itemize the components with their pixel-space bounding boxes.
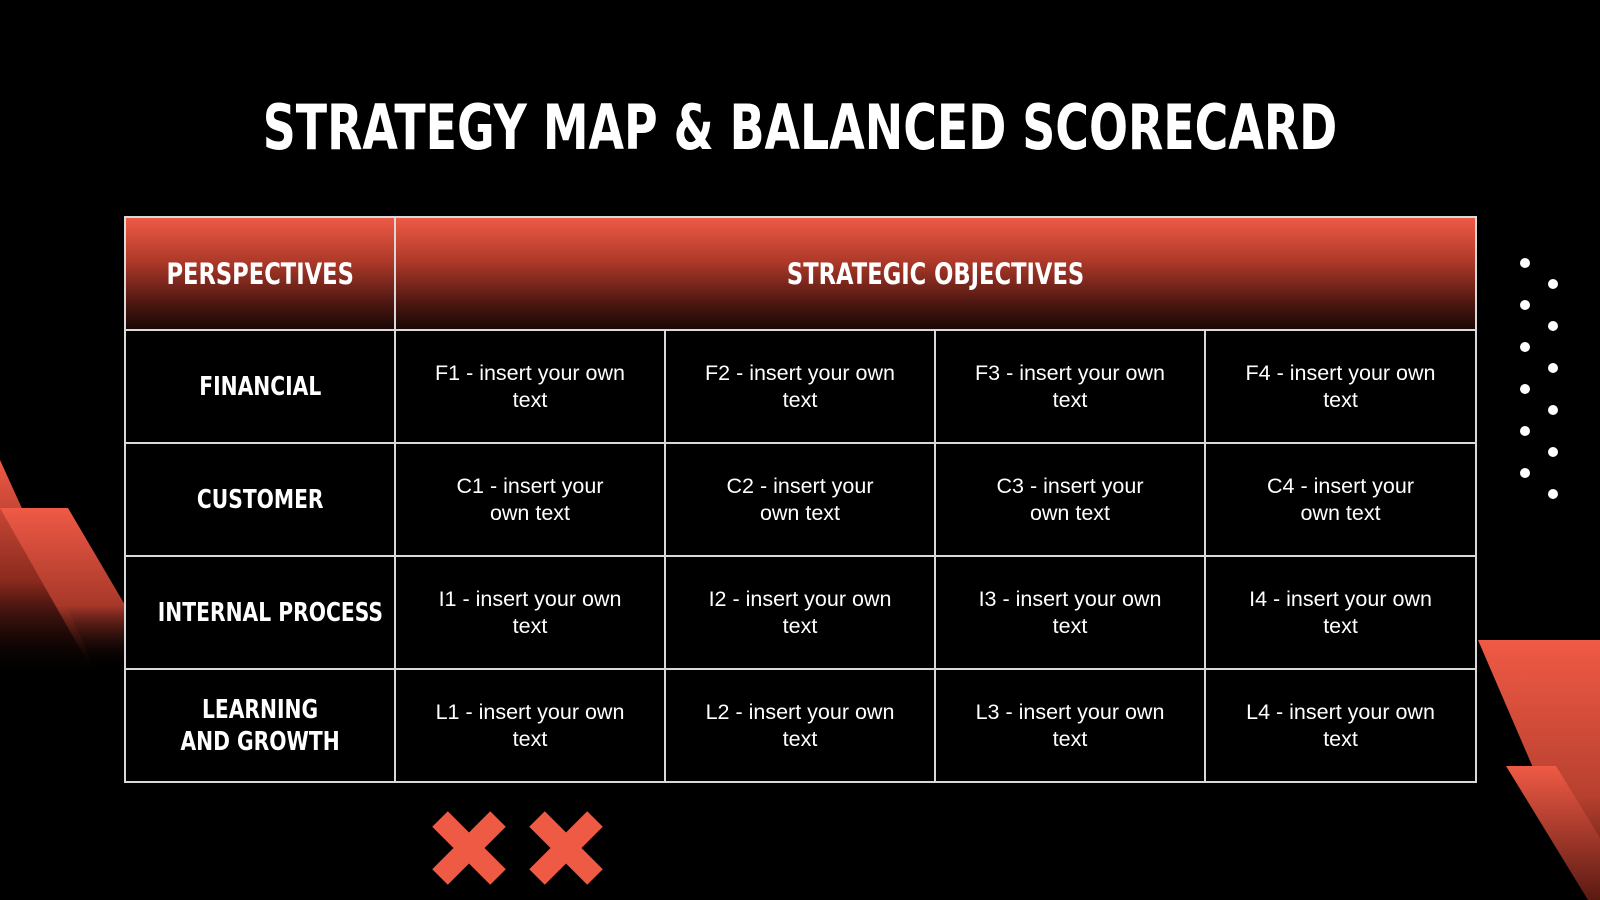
table-header-row xyxy=(125,217,1476,330)
objective-text: L2 - insert your own text xyxy=(705,699,895,751)
objective-cell xyxy=(1205,443,1476,556)
objective-text: I3 - insert your own text xyxy=(978,586,1162,638)
perspective-label-line1: LEARNING xyxy=(201,694,319,725)
objective-cell xyxy=(1205,330,1476,443)
perspective-label xyxy=(180,694,339,758)
objective-text: C3 - insert your own text xyxy=(996,473,1144,525)
objectives-header xyxy=(395,217,1476,330)
objective-cell xyxy=(935,443,1205,556)
objective-cell xyxy=(395,330,665,443)
dots-decoration xyxy=(1520,258,1570,508)
perspectives-header xyxy=(125,217,395,330)
objective-text: F3 - insert your own text xyxy=(975,360,1165,412)
objective-cell xyxy=(1205,669,1476,782)
objective-cell xyxy=(665,330,935,443)
objective-text: I1 - insert your own text xyxy=(438,586,622,638)
objective-cell xyxy=(935,669,1205,782)
objective-cell xyxy=(665,669,935,782)
perspective-label: FINANCIAL xyxy=(198,371,322,402)
left-slash-decoration xyxy=(0,460,130,680)
table-row xyxy=(125,330,1476,443)
table-row xyxy=(125,443,1476,556)
objective-cell xyxy=(395,669,665,782)
objective-text: C2 - insert your own text xyxy=(726,473,874,525)
objective-text: F1 - insert your own text xyxy=(435,360,625,412)
table-row xyxy=(125,669,1476,782)
perspective-cell xyxy=(125,443,395,556)
perspective-label-line2: AND GROWTH xyxy=(180,726,340,757)
objective-text: F4 - insert your own text xyxy=(1245,360,1436,412)
x-mark-icon xyxy=(436,815,502,881)
objective-text: F2 - insert your own text xyxy=(705,360,895,412)
perspective-cell xyxy=(125,556,395,669)
objective-cell xyxy=(395,556,665,669)
x-mark-icon xyxy=(533,815,599,881)
objective-cell xyxy=(665,443,935,556)
perspective-cell xyxy=(125,330,395,443)
perspectives-header-label: PERSPECTIVES xyxy=(166,256,354,291)
slide-title: STRATEGY MAP & BALANCED SCORECARD xyxy=(262,91,1338,164)
objective-text: L3 - insert your own text xyxy=(975,699,1165,751)
table-row xyxy=(125,556,1476,669)
objective-text: I2 - insert your own text xyxy=(708,586,892,638)
perspective-label: INTERNAL PROCESS xyxy=(157,597,384,628)
right-slash-decoration xyxy=(1470,638,1600,900)
objective-text: L1 - insert your own text xyxy=(435,699,625,751)
objectives-header-label: STRATEGIC OBJECTIVES xyxy=(786,256,1085,291)
objective-cell xyxy=(395,443,665,556)
objective-cell xyxy=(935,556,1205,669)
objective-text: C4 - insert your own text xyxy=(1267,473,1414,525)
perspective-cell xyxy=(125,669,395,782)
objective-cell xyxy=(665,556,935,669)
objective-cell xyxy=(935,330,1205,443)
perspective-label: CUSTOMER xyxy=(196,484,324,515)
objective-text: L4 - insert your own text xyxy=(1246,699,1435,751)
objective-text: I4 - insert your own text xyxy=(1249,586,1432,638)
objective-text: C1 - insert your own text xyxy=(456,473,604,525)
objective-cell xyxy=(1205,556,1476,669)
scorecard-table xyxy=(124,216,1477,783)
